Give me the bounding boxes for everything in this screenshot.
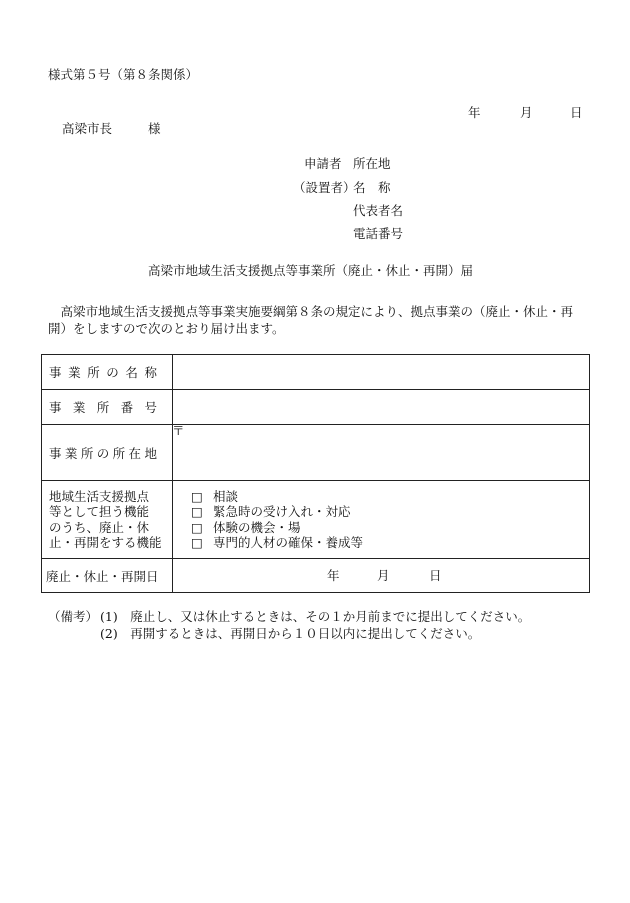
document-title: 高梁市地域生活支援拠点等事業所（廃止・休止・再開）届 xyxy=(148,263,474,278)
label-char: 事 xyxy=(49,445,62,461)
table-row xyxy=(42,355,590,390)
label-char: 業 xyxy=(72,400,86,415)
label-char: 在 xyxy=(128,445,142,461)
note-item: (2) 再開するときは、再開日から１０日以内に提出してください。 xyxy=(100,626,481,641)
date-month-label: 月 xyxy=(520,105,533,120)
resume-year-label: 年 xyxy=(327,567,340,583)
installer-label: （設置者） xyxy=(293,180,356,195)
function-option-label: 相談 xyxy=(213,488,239,504)
functions-label-line: のうち、廃止・休 xyxy=(49,519,150,535)
label-char: 称 xyxy=(144,365,157,380)
label-office-address xyxy=(42,425,173,481)
function-option-label: 専門的人材の確保・養成等 xyxy=(213,535,364,550)
label-resume-date xyxy=(42,559,173,593)
label-char: 業 xyxy=(64,445,78,461)
label-functions xyxy=(42,481,173,559)
functions-checklist xyxy=(173,481,590,559)
checkbox-icon[interactable]: □ xyxy=(191,504,203,519)
label-office-number xyxy=(42,390,173,425)
checkbox-icon[interactable]: □ xyxy=(191,535,203,550)
addressee-suffix: 様 xyxy=(148,121,161,136)
addressee: 高梁市長 xyxy=(62,121,113,136)
label-char: 号 xyxy=(144,400,157,415)
label-char: 事 xyxy=(49,365,62,380)
label-char: の xyxy=(106,365,119,380)
office-address-label-text xyxy=(49,444,157,462)
resume-day-label: 日 xyxy=(429,567,442,583)
date-day-label: 日 xyxy=(570,105,583,120)
label-office-name xyxy=(42,355,173,390)
checkbox-icon[interactable]: □ xyxy=(191,519,203,535)
table-row xyxy=(42,481,590,559)
function-option-label: 緊急時の受け入れ・対応 xyxy=(213,504,351,519)
resume-date-label: 廃止・休止・再開日 xyxy=(46,568,159,584)
applicant-field-address: 所在地 xyxy=(353,156,391,171)
postal-mark: 〒 xyxy=(172,423,185,438)
office-number-label-text xyxy=(49,398,157,416)
label-char: の xyxy=(96,445,110,461)
office-name-field[interactable] xyxy=(173,355,590,390)
date-year-label: 年 xyxy=(468,105,481,120)
notes-heading: （備考） xyxy=(48,609,99,624)
applicant-label: 申請者 xyxy=(304,156,342,171)
office-address-field[interactable] xyxy=(173,425,590,481)
notification-table xyxy=(41,354,590,593)
table-row xyxy=(42,559,590,593)
applicant-field-name: 名 称 xyxy=(353,180,391,195)
function-option[interactable] xyxy=(191,535,589,551)
checkbox-icon[interactable]: □ xyxy=(191,488,203,504)
form-number: 様式第５号（第８条関係） xyxy=(48,67,199,82)
table-row xyxy=(42,425,590,481)
label-char: 事 xyxy=(49,400,62,415)
resume-month-label: 月 xyxy=(377,567,390,583)
label-char: 所 xyxy=(96,400,110,415)
function-option-label: 体験の機会・場 xyxy=(213,519,301,535)
label-char: 所 xyxy=(112,445,126,461)
note-item: (1) 廃止し、又は休止するときは、その１か月前までに提出してください。 xyxy=(100,609,531,624)
label-char: 業 xyxy=(68,365,81,380)
office-name-label-text xyxy=(49,363,157,381)
label-char: 所 xyxy=(80,445,94,461)
function-option[interactable] xyxy=(191,489,589,505)
functions-label-line: 等として担う機能 xyxy=(49,504,150,519)
body-paragraph: 高梁市地域生活支援拠点等事業実施要綱第８条の規定により、拠点事業の（廃止・休止・再開）をしますので次のとおり届け出ます。 xyxy=(48,304,574,336)
label-char: 所 xyxy=(87,365,100,380)
resume-date-field[interactable] xyxy=(173,559,590,593)
functions-label-line: 地域生活支援拠点 xyxy=(49,488,150,504)
functions-label-line: 止・再開をする機能 xyxy=(49,535,162,550)
office-number-field[interactable] xyxy=(173,390,590,425)
table-row xyxy=(42,390,590,425)
label-char: 地 xyxy=(144,445,157,461)
label-char: 名 xyxy=(125,365,138,380)
applicant-field-representative: 代表者名 xyxy=(353,203,404,218)
label-char: 番 xyxy=(120,400,134,415)
function-option[interactable] xyxy=(191,504,589,520)
applicant-field-phone: 電話番号 xyxy=(353,226,404,241)
function-option[interactable] xyxy=(191,520,589,536)
